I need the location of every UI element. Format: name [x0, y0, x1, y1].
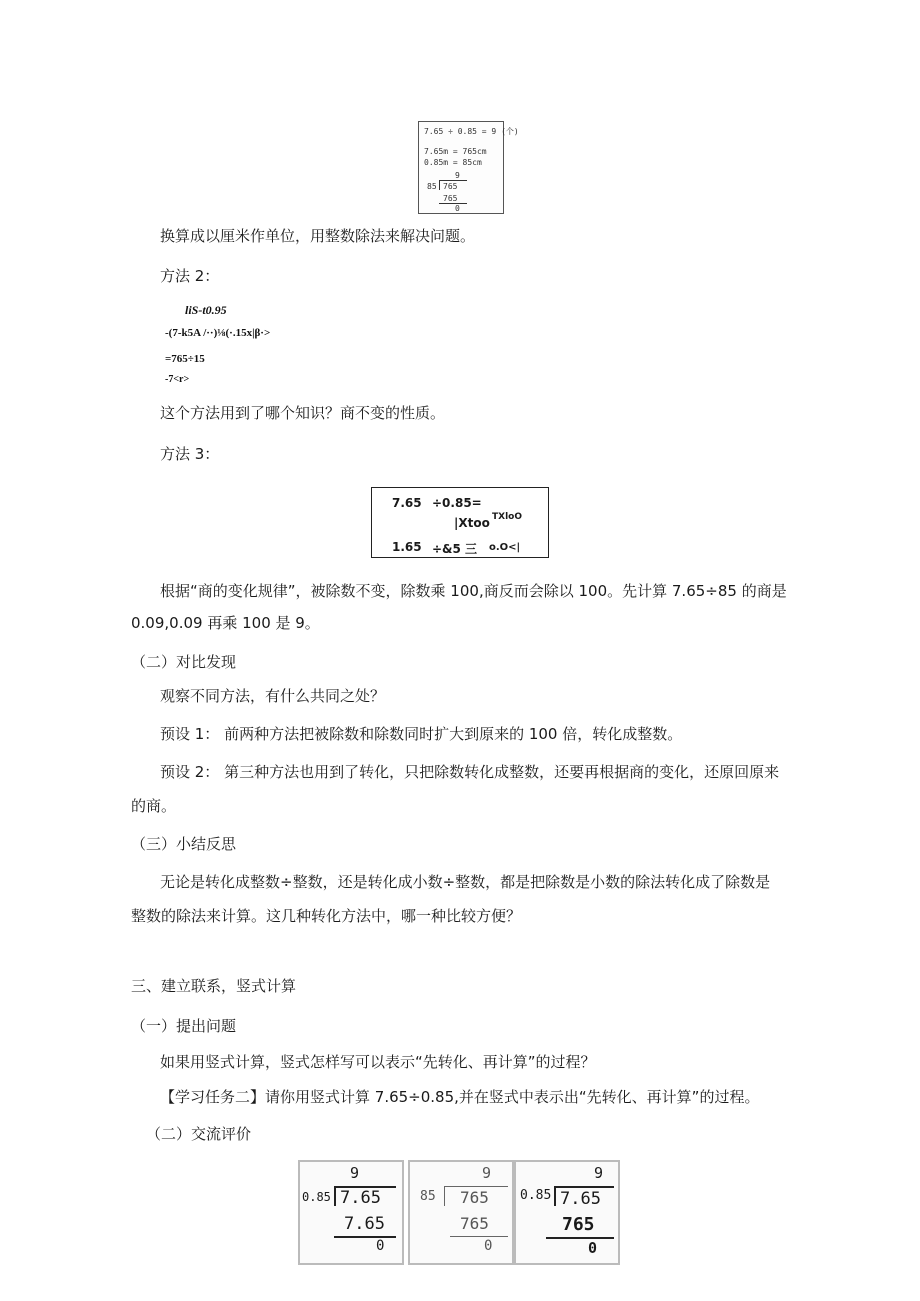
- div1-divisor: 0.85: [302, 1190, 331, 1204]
- div3-remainder: 0: [588, 1239, 598, 1257]
- hw-dividend: 765: [443, 182, 458, 191]
- div2-divisor: 85: [420, 1189, 436, 1204]
- box3-r3-dividend: 1.65: [392, 540, 422, 554]
- div3-dividend: 7.65: [560, 1189, 601, 1209]
- div3-bar: [554, 1186, 614, 1188]
- div2-bracket: [444, 1186, 445, 1206]
- hw-line-equation: 7.65 ÷ 0.85 = 9 (个): [424, 127, 519, 136]
- para-rule-line2: 0.09,0.09 再乘 100 是 9。: [131, 614, 320, 632]
- div3-quotient: 9: [594, 1164, 604, 1182]
- method3-title: 方法 3：: [160, 445, 220, 463]
- div2-remainder: 0: [484, 1238, 493, 1254]
- div1-dividend: 7.65: [340, 1188, 381, 1208]
- div2-product: 765: [460, 1214, 489, 1233]
- box3-r1-dividend: 7.65: [392, 496, 422, 510]
- part3-question: 如果用竖式计算，竖式怎样写可以表示“先转化、再计算”的过程？: [160, 1053, 596, 1071]
- div2-quotient: 9: [482, 1164, 492, 1182]
- box3-r2-a: |Xtoo: [454, 516, 490, 530]
- div1-quotient: 9: [350, 1164, 360, 1182]
- compare-answer-1: 预设 1： 前两种方法把被除数和除数同时扩大到原来的 100 倍，转化成整数。: [160, 725, 683, 743]
- part3-task: 【学习任务二】请你用竖式计算 7.65÷0.85,并在竖式中表示出“先转化、再计算”的过程。: [160, 1088, 760, 1106]
- hw-line-dividend-cm: 7.65m = 765cm: [424, 147, 487, 156]
- box3-r1-divisor: ÷0.85=: [432, 496, 482, 510]
- div3-product: 765: [562, 1214, 595, 1235]
- box3-r3-divisor: ÷&5 三: [432, 542, 478, 556]
- box3-r2-b: TXloO: [492, 512, 522, 522]
- division-image-1: [298, 1160, 404, 1265]
- hw-product: 765: [443, 194, 458, 203]
- section-compare-title: （二）对比发现: [131, 653, 237, 671]
- method2-line-4: -7<r>: [165, 374, 190, 385]
- method2-title: 方法 2：: [160, 267, 220, 285]
- hw-quotient: 9: [455, 171, 460, 180]
- compare-answer-2-line2: 的商。: [131, 797, 177, 815]
- method3-box: [371, 487, 549, 558]
- method2-line-1: liS-t0.95: [185, 303, 227, 317]
- div2-bar: [444, 1186, 508, 1187]
- hw-line-divisor-cm: 0.85m = 85cm: [424, 158, 482, 167]
- part3-sub2: （二）交流评价: [146, 1125, 252, 1143]
- division-image-3: [514, 1160, 620, 1265]
- div1-remainder: 0: [376, 1238, 385, 1254]
- div2-subtract-line: [450, 1236, 508, 1237]
- compare-answer-2-line1: 预设 2： 第三种方法也用到了转化，只把除数转化成整数，还要再根据商的变化，还原回原来: [160, 763, 780, 781]
- para-conversion: 换算成以厘米作单位，用整数除法来解决问题。: [160, 227, 476, 245]
- summary-line2: 整数的除法来计算。这几种转化方法中，哪一种比较方便？: [131, 907, 522, 925]
- summary-line1: 无论是转化成整数÷整数，还是转化成小数÷整数，都是把除数是小数的除法转化成了除数是: [160, 873, 771, 891]
- compare-question: 观察不同方法，有什么共同之处？: [160, 687, 386, 705]
- section-summary-title: （三）小结反思: [131, 835, 237, 853]
- div1-bracket: [334, 1186, 336, 1206]
- part3-title: 三、建立联系，竖式计算: [131, 977, 297, 995]
- hw-division-bar: [439, 180, 467, 181]
- box3-r3-result: o.O<|: [489, 542, 521, 553]
- part3-sub1: （一）提出问题: [131, 1017, 237, 1035]
- hw-division-bracket: [439, 180, 440, 190]
- div3-bracket: [554, 1186, 556, 1206]
- method2-line-2: -(7-k5A /··)⅛(·.15x|β·>: [165, 327, 271, 339]
- hw-remainder: 0: [455, 204, 460, 213]
- handwritten-conversion-image: [418, 121, 519, 214]
- div3-divisor: 0.85: [520, 1188, 552, 1203]
- div1-product: 7.65: [344, 1214, 385, 1234]
- div3-subtract-line: [546, 1237, 614, 1239]
- div2-dividend: 765: [460, 1188, 489, 1207]
- para-rule-line1: 根据“商的变化规律”，被除数不变，除数乘 100,商反而会除以 100。先计算 7.65÷85 的商是: [160, 582, 787, 600]
- method2-line-3: =765÷15: [165, 353, 205, 365]
- hw-divisor: 85: [427, 182, 437, 191]
- para-quotient-property: 这个方法用到了哪个知识？商不变的性质。: [160, 404, 446, 422]
- div1-subtract-line: [334, 1236, 396, 1238]
- hw-subtract-line: [439, 203, 467, 204]
- division-image-2: [408, 1160, 514, 1265]
